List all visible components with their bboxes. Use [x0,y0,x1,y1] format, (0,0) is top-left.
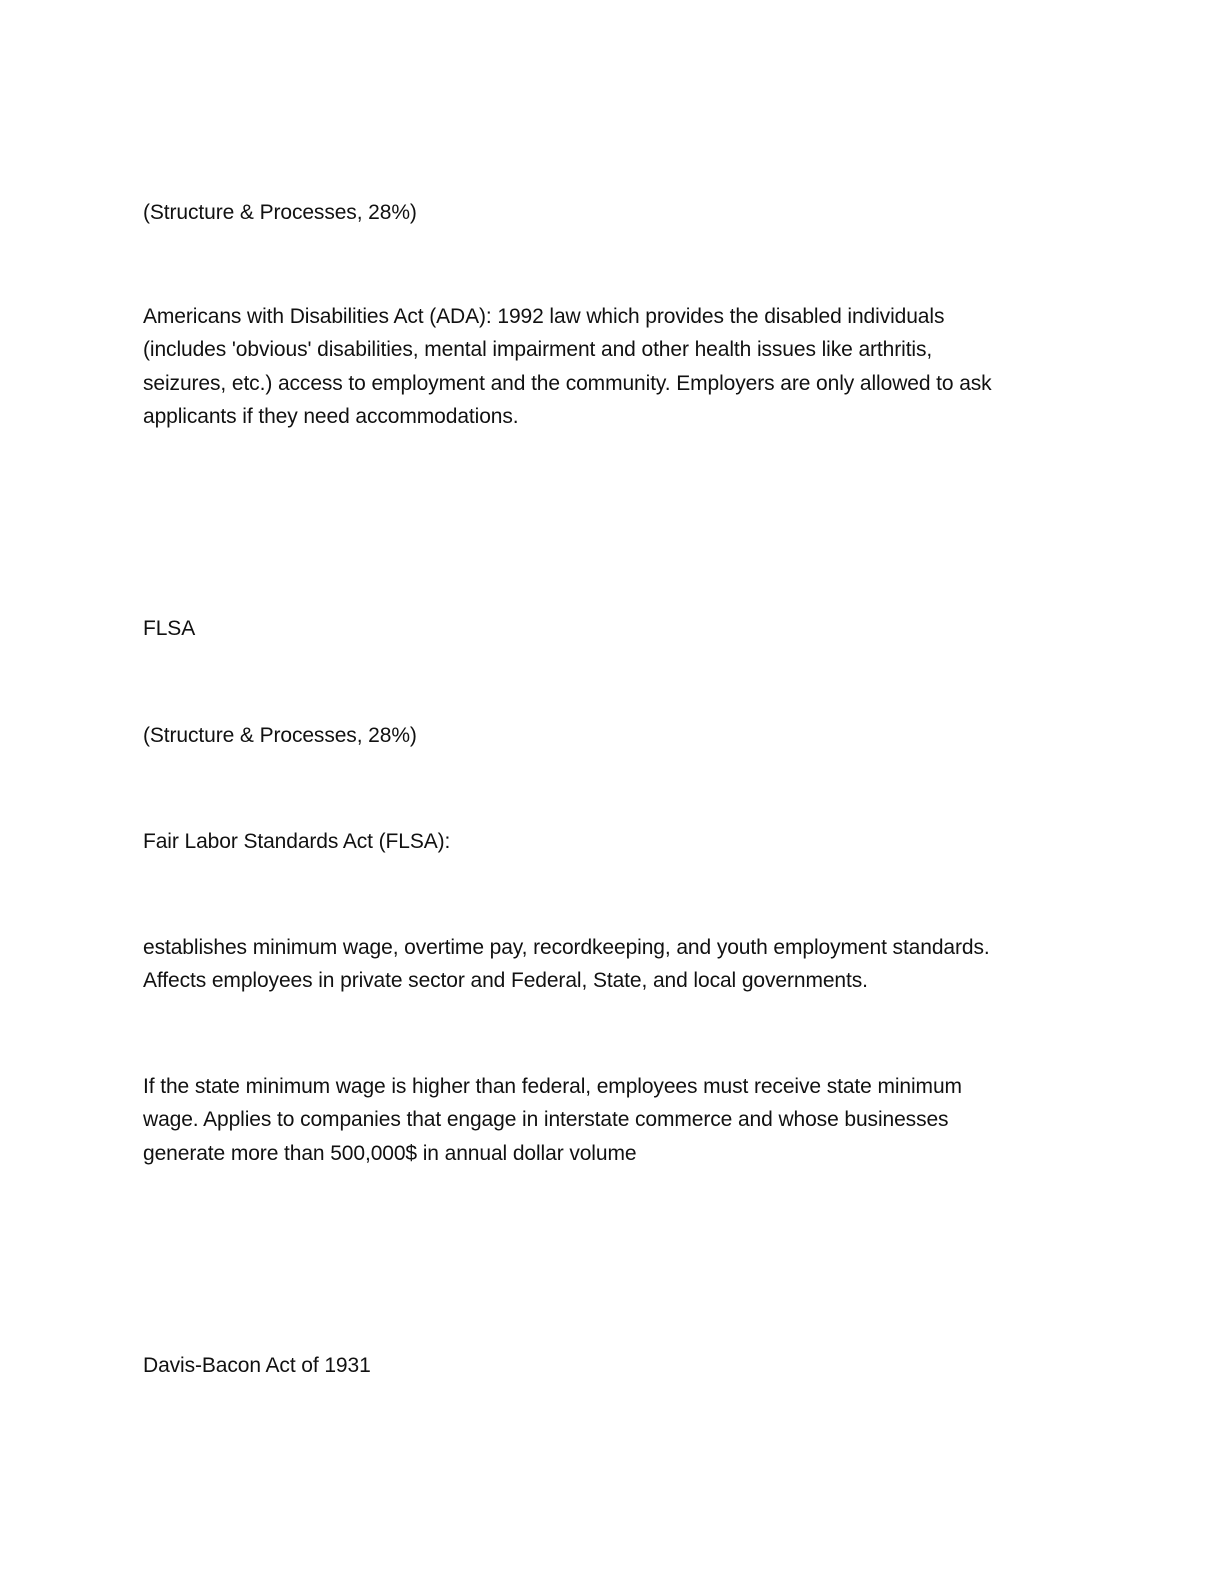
text-line: applicants if they need accommodations. [143,405,519,429]
text-line: seizures, etc.) access to employment and the community. Employers are only allowed to ask [143,371,992,395]
category-label [143,196,1043,229]
text-line: If the state minimum wage is higher than federal, employees must receive state minimum [143,1075,962,1098]
text-line: (includes 'obvious' disabilities, mental impairment and other health issues like arthritis, [143,338,933,362]
flsa-description-paragraph [143,931,1043,998]
text-line: Americans with Disabilities Act (ADA): 1992 law which provides the disabled individuals [143,305,945,328]
text-line: (Structure & Processes, 28%) [143,201,417,224]
ada-paragraph [143,300,1043,434]
text-line: wage. Applies to companies that engage in interstate commerce and whose businesses [143,1108,949,1132]
text-line: Davis-Bacon Act of 1931 [143,1354,371,1377]
flsa-heading [143,612,1043,645]
text-line: generate more than 500,000$ in annual dollar volume [143,1141,637,1165]
davis-bacon-heading [143,1349,1043,1382]
flsa-state-rule-paragraph [143,1070,1043,1170]
flsa-title [143,825,1043,858]
text-line: establishes minimum wage, overtime pay, recordkeeping, and youth employment standards. [143,936,990,959]
text-line: Affects employees in private sector and Federal, State, and local governments. [143,969,868,993]
text-line: (Structure & Processes, 28%) [143,724,417,747]
category-label [143,719,1043,752]
text-line: Fair Labor Standards Act (FLSA): [143,830,451,853]
text-line: FLSA [143,617,196,640]
